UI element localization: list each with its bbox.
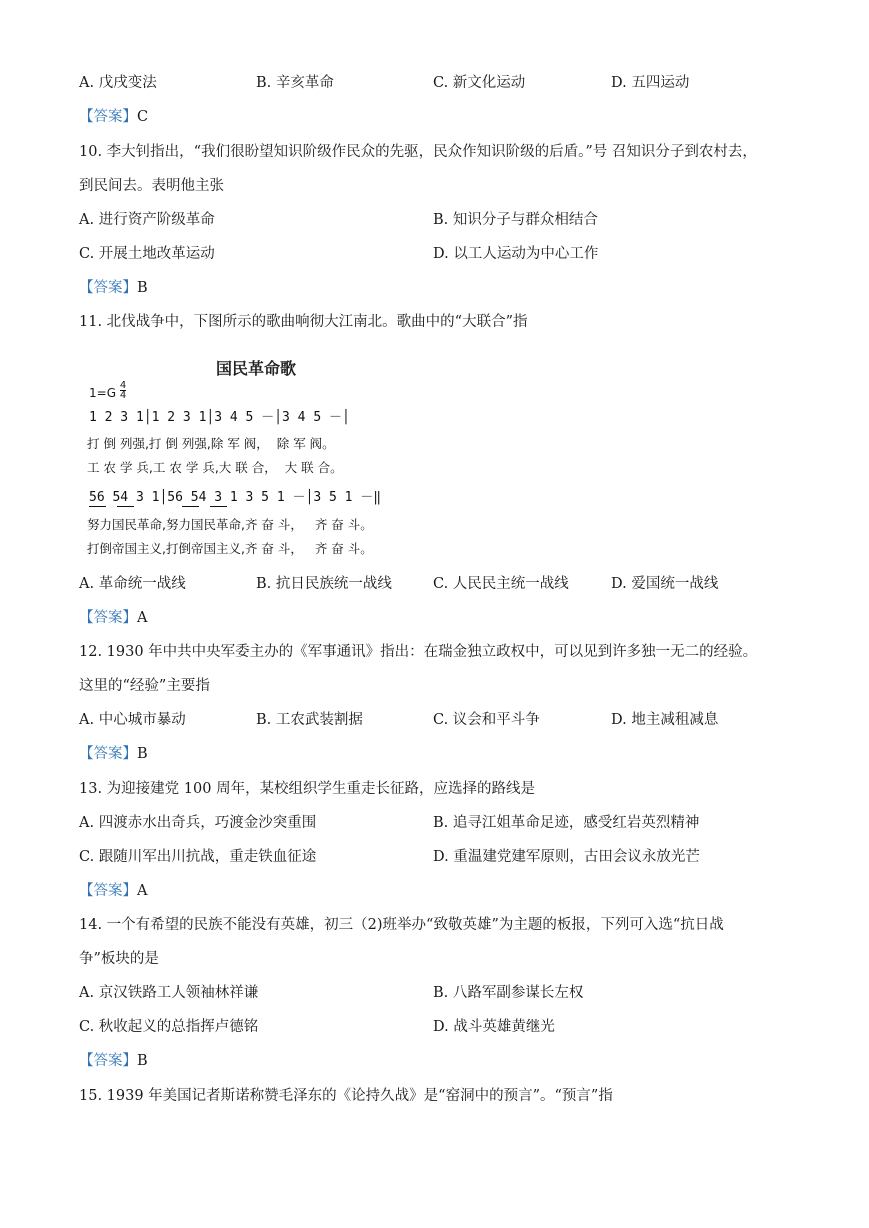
q9-option-a: A. 戊戌变法 [79, 75, 157, 91]
answer-value: A [137, 883, 148, 899]
q11-answer [79, 609, 147, 627]
q10-stem-line1: 10. 李大钊指出，“我们很盼望知识阶级作民众的先驱，民众作知识阶级的后盾。”号 召知识分子到农村去， [79, 144, 757, 160]
time-bottom: 4 [119, 390, 127, 401]
underline-mark [210, 506, 227, 507]
q14-option-d: D. 战斗英雄黄继光 [433, 1019, 555, 1035]
q12-option-c: C. 议会和平斗争 [433, 712, 540, 728]
q15-stem: 15. 1939 年美国记者斯诺称赞毛泽东的《论持久战》是“窑洞中的预言”。“预言”指 [79, 1088, 613, 1104]
q13-option-d: D. 重温建党建军原则，古田会议永放光芒 [433, 849, 700, 865]
q14-option-b: B. 八路军副参谋长左权 [433, 985, 584, 1001]
answer-value: B [137, 1053, 148, 1069]
q14-answer [79, 1052, 148, 1070]
q11-option-c: C. 人民民主统一战线 [433, 576, 569, 592]
q12-option-d: D. 地主减租减息 [611, 712, 719, 728]
q9-option-c: C. 新文化运动 [433, 75, 526, 91]
q11-stem: 11. 北伐战争中，下图所示的歌曲响彻大江南北。歌曲中的“大联合”指 [79, 314, 528, 330]
q13-option-a: A. 四渡赤水出奇兵，巧渡金沙突重围 [79, 815, 317, 831]
q12-answer [79, 745, 148, 763]
q12-stem-line1: 12. 1930 年中共中央军委主办的《军事通讯》指出：在瑞金独立政权中，可以见到许多独一无二的经验。 [79, 644, 758, 660]
q11-option-d: D. 爱国统一战线 [611, 576, 719, 592]
q11-option-b: B. 抗日民族统一战线 [256, 576, 392, 592]
q12-stem-line2: 这里的“经验”主要指 [79, 678, 210, 694]
q11-option-a: A. 革命统一战线 [79, 576, 186, 592]
lyric-line-1b: 工 农 学 兵,工 农 学 兵,大 联 合， 大 联 合。 [87, 460, 343, 475]
q14-option-a: A. 京汉铁路工人领袖林祥谦 [79, 985, 259, 1001]
answer-label: 【答案】 [79, 883, 137, 899]
lyric-line-2b: 打倒帝国主义,打倒帝国主义,齐 奋 斗， 齐 奋 斗。 [87, 541, 373, 556]
answer-label: 【答案】 [79, 280, 137, 296]
q10-option-a: A. 进行资产阶级革命 [79, 212, 215, 228]
q10-option-d: D. 以工人运动为中心工作 [433, 246, 599, 262]
answer-label: 【答案】 [79, 746, 137, 762]
score-line-1: 1 2 3 1│1 2 3 1│3 4 5 －│3 4 5 －│ [89, 410, 350, 425]
q10-option-b: B. 知识分子与群众相结合 [433, 212, 598, 228]
lyric-line-1a: 打 倒 列强,打 倒 列强,除 军 阀， 除 军 阀。 [87, 436, 335, 451]
time-signature [120, 381, 126, 400]
q10-stem-line2: 到民间去。表明他主张 [79, 178, 224, 194]
song-title: 国民革命歌 [216, 359, 297, 378]
q10-option-c: C. 开展土地改革运动 [79, 246, 215, 262]
underline-mark [182, 506, 199, 507]
q13-option-b: B. 追寻江姐革命足迹，感受红岩英烈精神 [433, 815, 700, 831]
time-top: 4 [119, 380, 127, 391]
q13-option-c: C. 跟随川军出川抗战，重走铁血征途 [79, 849, 317, 865]
underline-mark [117, 506, 134, 507]
answer-value: B [137, 746, 148, 762]
q14-stem-line1: 14. 一个有希望的民族不能没有英雄，初三（2)班举办“致敬英雄”为主题的板报，下列可入选“抗日战 [79, 917, 724, 933]
q10-answer [79, 279, 148, 297]
answer-label: 【答案】 [79, 1053, 137, 1069]
q14-stem-line2: 争”板块的是 [79, 951, 159, 967]
q12-option-a: A. 中心城市暴动 [79, 712, 186, 728]
q13-answer [79, 882, 147, 900]
lyric-line-2a: 努力国民革命,努力国民革命,齐 奋 斗， 齐 奋 斗。 [87, 517, 373, 532]
answer-label: 【答案】 [79, 109, 137, 125]
answer-value: A [137, 610, 148, 626]
q13-stem: 13. 为迎接建党 100 周年，某校组织学生重走长征路，应选择的路线是 [79, 781, 536, 797]
q14-option-c: C. 秋收起义的总指挥卢德铭 [79, 1019, 259, 1035]
q9-option-d: D. 五四运动 [611, 75, 690, 91]
q9-option-b: B. 辛亥革命 [256, 75, 334, 91]
q12-option-b: B. 工农武装割据 [256, 712, 363, 728]
score-line-2: 56 54 3 1│56 54 3 1 3 5 1 －│3 5 1 －‖ [89, 490, 382, 505]
underline-mark [89, 506, 106, 507]
key-label: 1=G [89, 386, 116, 400]
q9-answer [79, 108, 148, 126]
answer-value: C [137, 109, 149, 125]
answer-value: B [137, 280, 148, 296]
answer-label: 【答案】 [79, 610, 137, 626]
key-signature [89, 381, 126, 400]
